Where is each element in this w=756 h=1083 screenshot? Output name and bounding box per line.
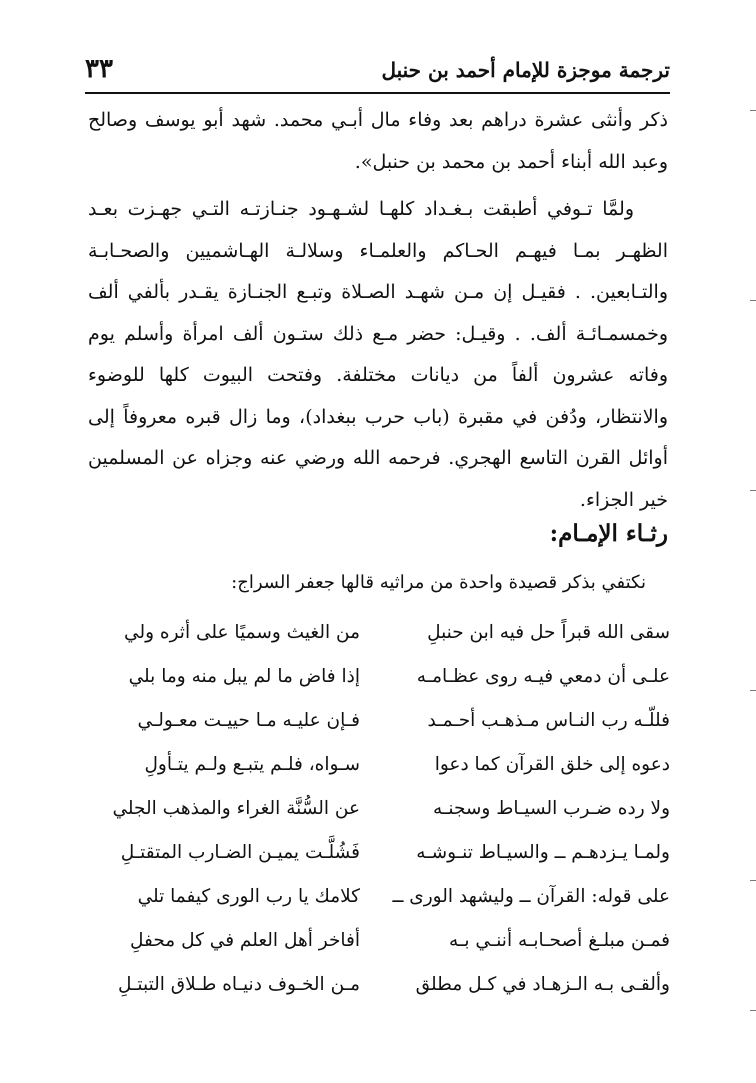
verse-line bbox=[90, 706, 670, 750]
poem-intro: نكتفي بذكر قصيدة واحدة من مراثيه قالها جعفر السراج: bbox=[231, 572, 646, 593]
scan-edge-mark bbox=[750, 1010, 756, 1011]
first-hemistich: علـى أن دمعي فيـه روى عظـامـه bbox=[416, 666, 670, 687]
verse-line bbox=[90, 618, 670, 662]
second-hemistich: عن السُّنَّة الغراء والمذهب الجلي bbox=[112, 798, 360, 819]
second-hemistich: من الغيث وسميًا على أثره ولي bbox=[124, 622, 360, 643]
first-hemistich: فمـن مبلـغ أصحـابـه أننـي بـه bbox=[449, 930, 670, 951]
second-hemistich: إذا فاض ما لم يبل منه وما بلي bbox=[128, 666, 360, 687]
second-hemistich: مـن الخـوف دنيـاه طـلاق التبتـلِ bbox=[117, 974, 360, 995]
paragraph: ذكر وأنثى عشرة دراهم بعد وفاء مال أبـي محمد. شهد أبو يوسف وصالح وعبد الله أبناء أحمد بن محمد بن حنبل». bbox=[88, 109, 668, 173]
first-hemistich: ولمـا يـزدهـم ــ والسيـاط تنـوشـه bbox=[416, 842, 670, 863]
header-rule bbox=[85, 92, 670, 94]
running-title: ترجمة موجزة للإمام أحمد بن حنبل bbox=[381, 58, 670, 82]
page-number: ٣٣ bbox=[85, 54, 113, 84]
scan-edge-mark bbox=[750, 490, 756, 491]
scan-edge-mark bbox=[750, 880, 756, 881]
first-hemistich: سقى الله قبراً حل فيه ابن حنبلِ bbox=[427, 622, 670, 643]
verse-line bbox=[90, 882, 670, 926]
verse-line bbox=[90, 794, 670, 838]
second-hemistich: كلامك يا رب الورى كيفما تلي bbox=[137, 886, 360, 907]
scan-edge-mark bbox=[750, 300, 756, 301]
elegy-poem bbox=[90, 618, 670, 1014]
paragraph: ولمَّا تـوفي أطبقت بـغـداد كلهـا لشـهـود جنـازتـه التـي جهـزت بعـد الظهـر بمـا فيهـم الحـاكم والعلمـاء وسلالـة الهـاشميين والصحـابـة والتـابعين. . فقيـل إن مـن شهـد الصـلاة وتبـع الجنـازة يقـدر بألفي ألف وخمسمـائـة ألف. . وقيـل: حضر مـع ذلك ستـون ألف امرأة وأسلم يوم وفاته عشرون ألفاً من ديانات مختلفة. وفتحت البيوت كلها للوضوء والانتظار، ودُفن في مقبرة (باب حرب ببغداد)، وما زال قبره معروفاً إلى أوائل القرن التاسع الهجري. فرحمه الله ورضي عنه وجزاه عن المسلمين خير الجزاء. bbox=[88, 198, 669, 511]
body-text bbox=[88, 100, 668, 521]
verse-line bbox=[90, 970, 670, 1014]
verse-line bbox=[90, 750, 670, 794]
second-hemistich: فـإن عليـه مـا حييـت معـولـي bbox=[137, 710, 360, 731]
first-hemistich: على قوله: القرآن ــ وليشهد الورى ــ bbox=[392, 886, 670, 907]
scan-edge-mark bbox=[750, 110, 756, 111]
verse-line bbox=[90, 838, 670, 882]
second-hemistich: أفاخر أهل العلم في كل محفلِ bbox=[129, 930, 360, 951]
section-heading: رثـاء الإمـام: bbox=[549, 520, 668, 547]
first-hemistich: وألقـى بـه الـزهـاد في كـل مطلق bbox=[415, 974, 670, 995]
first-hemistich: ولا رده ضـرب السيـاط وسجنـه bbox=[433, 798, 670, 819]
verse-line bbox=[90, 662, 670, 706]
second-hemistich: فَشُلَّـت يميـن الضـارب المتقتـلِ bbox=[120, 842, 360, 863]
scan-edge-mark bbox=[750, 690, 756, 691]
first-hemistich: فللّـه رب النـاس مـذهـب أحـمـد bbox=[427, 710, 670, 731]
verse-line bbox=[90, 926, 670, 970]
running-header bbox=[85, 50, 670, 90]
first-hemistich: دعوه إلى خلق القرآن كما دعوا bbox=[434, 754, 670, 775]
second-hemistich: سـواه، فلـم يتبـع ولـم يتـأولِ bbox=[144, 754, 360, 775]
